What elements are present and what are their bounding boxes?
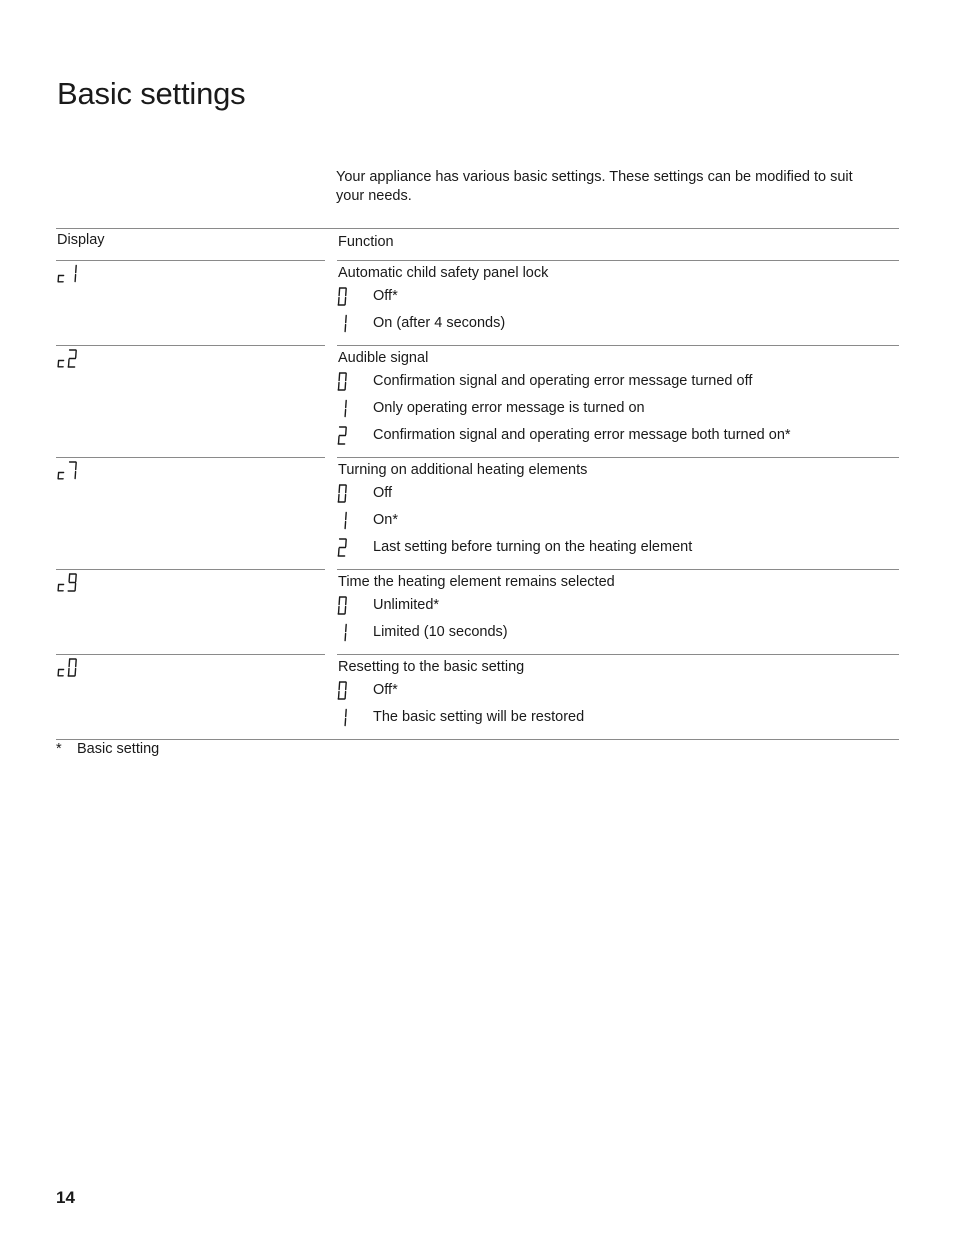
option-value — [337, 314, 351, 334]
option-item — [337, 287, 897, 307]
option-text: Unlimited* — [373, 597, 440, 613]
function-title: Resetting to the basic setting — [338, 659, 525, 675]
option-value — [337, 399, 351, 419]
setting-row-c9 — [56, 569, 899, 654]
option-text: On* — [373, 512, 398, 528]
table-body — [56, 260, 899, 739]
function-title: Audible signal — [338, 350, 429, 366]
option-item — [337, 372, 897, 392]
option-value — [337, 511, 351, 531]
row-divider — [337, 654, 899, 655]
display-code-glyph — [56, 573, 80, 593]
option-value-glyph — [337, 708, 350, 728]
row-divider — [337, 260, 899, 261]
option-text: Off* — [373, 288, 398, 304]
row-divider — [337, 569, 899, 570]
option-value-glyph — [337, 399, 350, 419]
header-function: Function — [338, 234, 394, 250]
option-item — [337, 681, 897, 701]
option-value-glyph — [337, 372, 350, 392]
page-number: 14 — [56, 1188, 75, 1207]
option-text: Confirmation signal and operating error message turned off — [373, 373, 753, 389]
option-value-glyph — [337, 426, 350, 446]
option-value — [337, 596, 351, 616]
display-code-glyph — [56, 461, 80, 481]
function-title: Turning on additional heating elements — [338, 462, 588, 478]
option-text: The basic setting will be restored — [373, 709, 585, 725]
display-code-glyph — [56, 658, 80, 678]
option-text: On (after 4 seconds) — [373, 315, 506, 331]
basic-settings-table — [56, 228, 899, 739]
setting-row-c2 — [56, 345, 899, 457]
option-item — [337, 596, 897, 616]
row-divider — [56, 569, 325, 570]
option-value-glyph — [337, 596, 350, 616]
option-item — [337, 511, 897, 531]
option-text: Off — [373, 485, 393, 501]
display-code — [56, 264, 96, 284]
page-title: Basic settings — [57, 76, 246, 111]
display-code — [56, 658, 96, 678]
function-title: Time the heating element remains selected — [338, 574, 615, 590]
option-item — [337, 484, 897, 504]
option-value-glyph — [337, 538, 350, 558]
option-value — [337, 484, 351, 504]
row-divider — [56, 345, 325, 346]
option-item — [337, 538, 897, 558]
table-header — [56, 228, 899, 260]
option-value-glyph — [337, 287, 350, 307]
row-divider — [56, 457, 325, 458]
option-value-glyph — [337, 681, 350, 701]
option-value — [337, 681, 351, 701]
footnote-marker: * — [56, 741, 62, 757]
footnote-text: Basic setting — [77, 741, 160, 757]
option-value-glyph — [337, 623, 350, 643]
option-text: Off* — [373, 682, 398, 698]
row-divider — [56, 260, 325, 261]
setting-row-c1 — [56, 260, 899, 345]
option-value-glyph — [337, 511, 350, 531]
option-text: Confirmation signal and operating error message both turned on* — [373, 427, 791, 443]
row-divider — [56, 654, 325, 655]
option-item — [337, 314, 897, 334]
setting-row-c7 — [56, 457, 899, 569]
display-code — [56, 461, 96, 481]
header-display: Display — [57, 232, 105, 248]
display-code — [56, 349, 96, 369]
option-item — [337, 399, 897, 419]
option-item — [337, 623, 897, 643]
row-divider — [337, 457, 899, 458]
option-value — [337, 287, 351, 307]
option-value — [337, 538, 351, 558]
option-value — [337, 426, 351, 446]
option-text: Limited (10 seconds) — [373, 624, 508, 640]
option-item — [337, 708, 897, 728]
row-divider — [337, 345, 899, 346]
option-value — [337, 372, 351, 392]
option-value — [337, 623, 351, 643]
setting-row-c0 — [56, 654, 899, 739]
display-code-glyph — [56, 349, 80, 369]
option-value-glyph — [337, 484, 350, 504]
option-text: Only operating error message is turned on — [373, 400, 645, 416]
display-code — [56, 573, 96, 593]
intro-paragraph: Your appliance has various basic settings. These settings can be modified to suit your needs. — [336, 169, 853, 204]
option-value-glyph — [337, 314, 350, 334]
table-bottom-rule — [56, 739, 899, 740]
display-code-glyph — [56, 264, 80, 284]
option-item — [337, 426, 897, 446]
option-value — [337, 708, 351, 728]
function-title: Automatic child safety panel lock — [338, 265, 549, 281]
footnote — [56, 741, 159, 757]
option-text: Last setting before turning on the heating element — [373, 539, 693, 555]
